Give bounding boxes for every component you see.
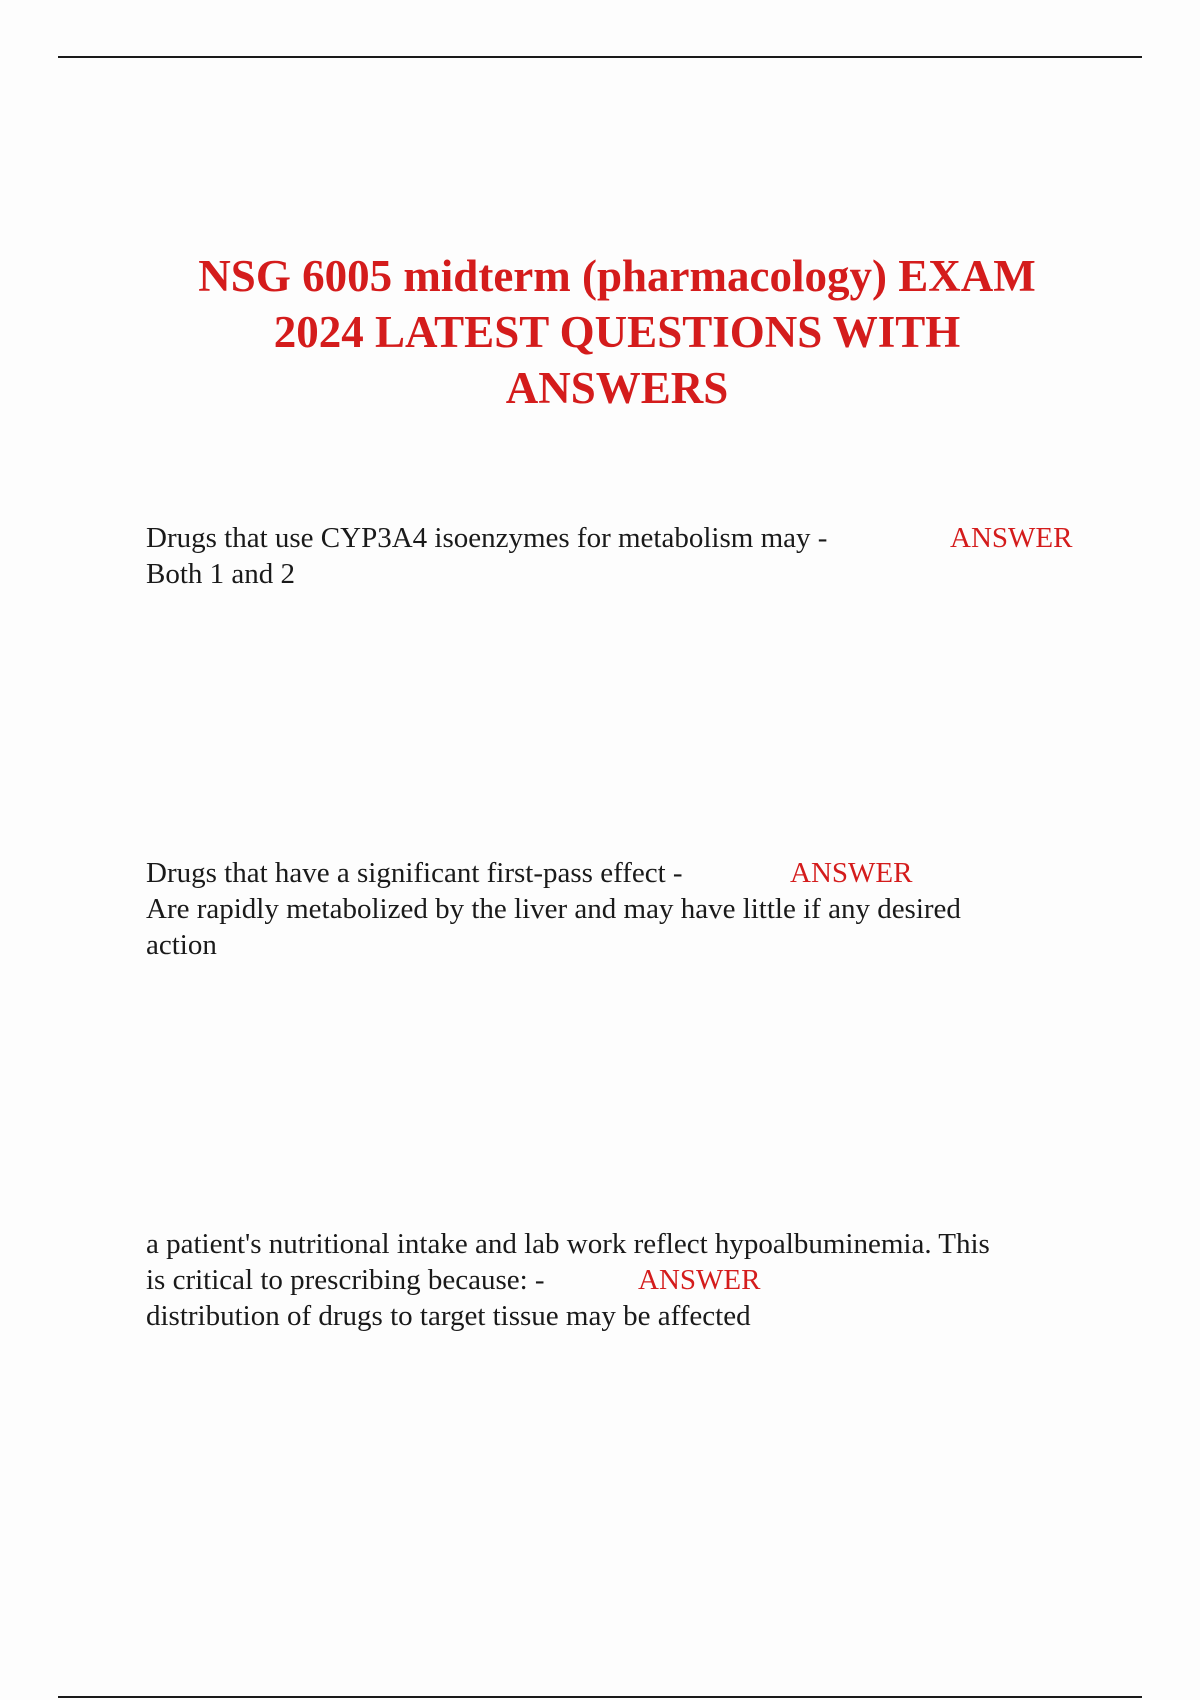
qa-item: [146, 520, 1096, 592]
answer-text: Are rapidly metabolized by the liver and may have little if any desired: [146, 893, 961, 925]
question-text: Drugs that use CYP3A4 isoenzymes for metabolism may -: [146, 522, 828, 554]
bottom-rule: [58, 1696, 1142, 1698]
answer-label: ANSWER: [950, 522, 1073, 554]
title-line: ANSWERS: [505, 363, 729, 413]
document-title: [120, 248, 1114, 416]
question-text: a patient's nutritional intake and lab work reflect hypoalbuminemia. This: [146, 1228, 990, 1260]
title-line: NSG 6005 midterm (pharmacology) EXAM: [198, 251, 1036, 301]
question-text: Drugs that have a significant first-pass effect -: [146, 857, 683, 889]
qa-item: [146, 1226, 1096, 1334]
answer-text: distribution of drugs to target tissue may be affected: [146, 1300, 751, 1332]
answer-text: action: [146, 929, 217, 961]
answer-label: ANSWER: [638, 1264, 761, 1296]
title-line: 2024 LATEST QUESTIONS WITH: [273, 307, 961, 357]
top-rule: [58, 56, 1142, 58]
qa-item: [146, 855, 1096, 963]
answer-label: ANSWER: [790, 857, 913, 889]
question-text: is critical to prescribing because: -: [146, 1264, 545, 1296]
answer-text: Both 1 and 2: [146, 558, 296, 590]
